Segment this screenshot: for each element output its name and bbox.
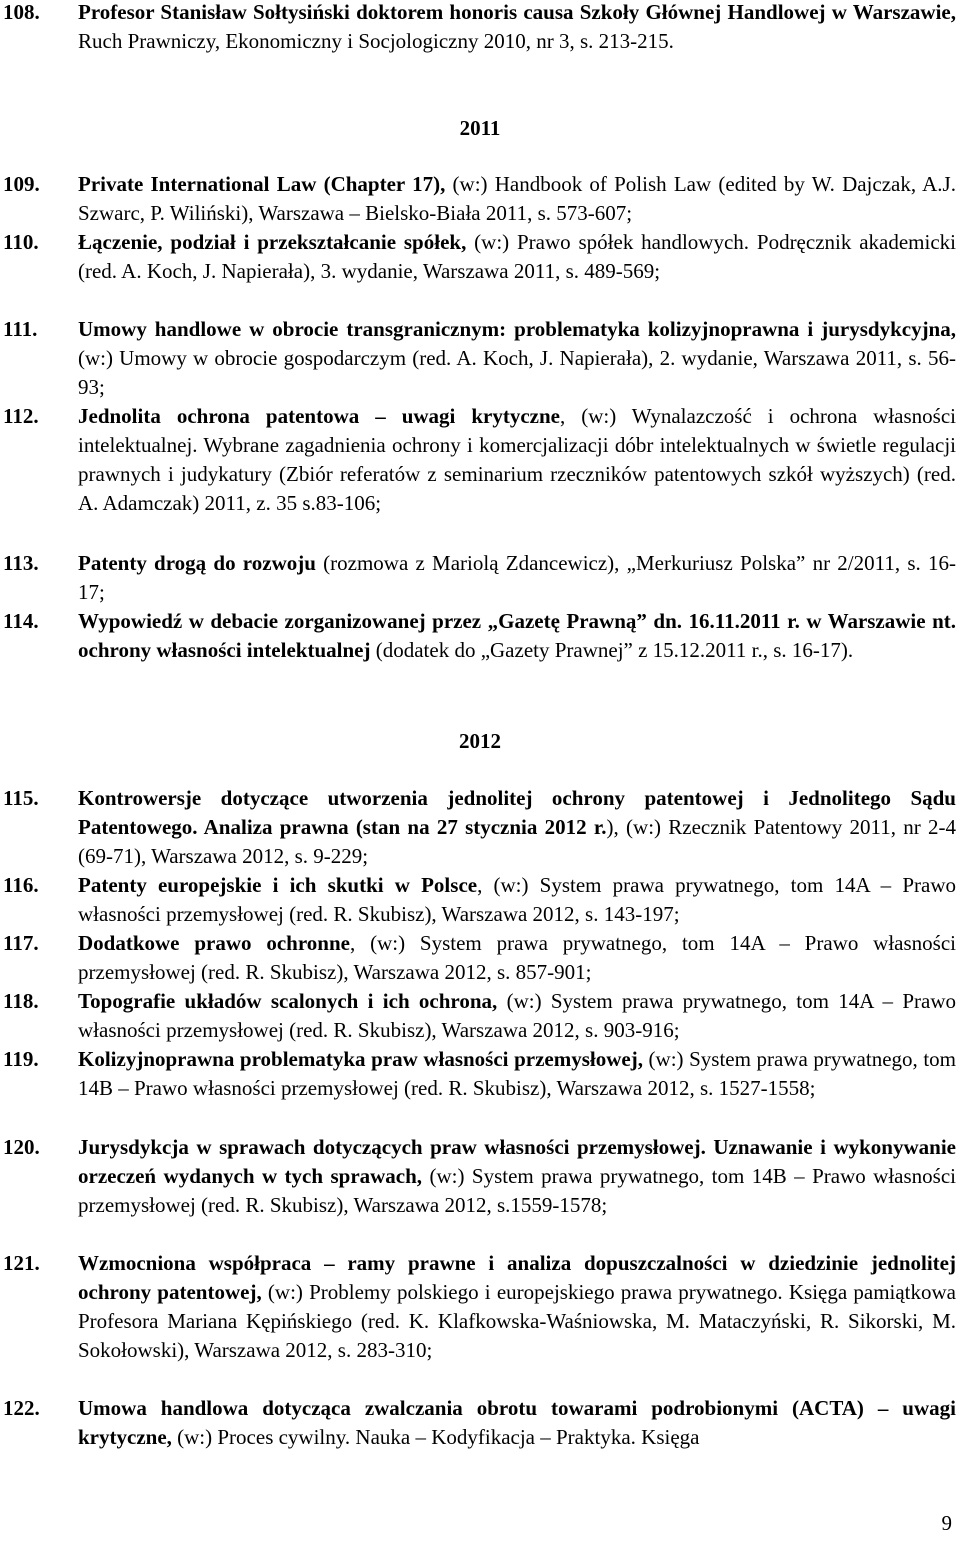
entry-citation: (w:) System prawa prywatnego, tom 14B – Prawo własności przemysłowej (red. R. Skubisz), Warszawa 2012, s.1559-1578;	[78, 1164, 957, 1217]
entry-citation: (dodatek do „Gazety Prawnej” z 15.12.2011 r., s. 16-17).	[370, 638, 854, 662]
bibliography-entry	[0, 784, 956, 871]
entry-title: Łączenie, podział i przekształcanie spółek,	[78, 230, 467, 254]
entry-text	[78, 0, 956, 56]
entry-title: Wzmocniona współpraca – ramy prawne i analiza dopuszczalności w dziedzinie jednolitej ochrony patentowej,	[78, 1251, 956, 1304]
entry-title: Umowy handlowe w obrocie transgranicznym: problematyka kolizyjnoprawna i jurysdykcyjna,	[78, 317, 956, 341]
entry-text	[78, 315, 956, 402]
entry-number: 119.	[3, 1047, 39, 1071]
entry-title: Jednolita ochrona patentowa – uwagi krytyczne	[78, 404, 560, 428]
entry-text	[78, 402, 956, 518]
entry-title: Profesor Stanisław Sołtysiński doktorem honoris causa Szkoły Głównej Handlowej w Warszawie,	[78, 0, 956, 24]
entry-number: 121.	[3, 1251, 40, 1275]
entry-citation: (w:) Problemy polskiego i europejskiego prawa prywatnego. Księga pamiątkowa Profesora Mariana Kępińskiego (red. K. Klafkowska-Waśniowska, M. Mataczyński, R. Sikorski, M. Sokołowski), Warszawa 2012, s. 283-310;	[78, 1280, 957, 1362]
entry-title: Patenty europejskie i ich skutki w Polsce	[78, 873, 478, 897]
bibliography-entry	[0, 1045, 956, 1103]
entry-title: Kolizyjnoprawna problematyka praw własności przemysłowej,	[78, 1047, 643, 1071]
entry-citation: (w:) Handbook of Polish Law (edited by W. Dajczak, A.J. Szwarc, P. Wiliński), Warszawa – Bielsko-Biała 2011, s. 573-607;	[78, 172, 956, 225]
entry-title: Wypowiedź w debacie zorganizowanej przez „Gazetę Prawną” dn. 16.11.2011 r. w Warszawie nt. ochrony własności intelektualnej	[78, 609, 956, 662]
entry-text	[78, 607, 956, 665]
entry-citation: (w:) System prawa prywatnego, tom 14A – Prawo własności przemysłowej (red. R. Skubisz), Warszawa 2012, s. 903-916;	[78, 989, 956, 1042]
entry-number: 114.	[3, 609, 39, 633]
entry-text	[78, 170, 956, 228]
entry-number: 108.	[3, 0, 40, 24]
bibliography-entry	[0, 1394, 956, 1452]
entry-text	[78, 784, 956, 871]
entry-citation: , (w:) Wynalazczość i ochrona własności intelektualnej. Wybrane zagadnienia ochrony i komercjalizacji dóbr intelektualnych w świetle regulacji prawnych i judykatury (Zbiór referatów z seminarium rzeczników patentowych szkół wyższych) (red. A. Adamczak) 2011, z. 35 s.83-106;	[78, 404, 956, 515]
bibliography-entry	[0, 607, 956, 665]
entry-text	[78, 1249, 956, 1365]
year-heading: 2012	[459, 729, 501, 753]
entry-text	[78, 1045, 956, 1103]
entry-number: 116.	[3, 873, 39, 897]
entry-citation: (w:) Umowy w obrocie gospodarczym (red. A. Koch, J. Napierała), 2. wydanie, Warszawa 2011, s. 56-93;	[78, 346, 956, 399]
entry-citation: , (w:) System prawa prywatnego, tom 14A – Prawo własności przemysłowej (red. R. Skubisz), Warszawa 2012, s. 857-901;	[78, 931, 956, 984]
bibliography-entry	[0, 987, 956, 1045]
entry-text	[78, 549, 956, 607]
entry-number: 109.	[3, 172, 40, 196]
entry-citation: (w:) System prawa prywatnego, tom 14B – Prawo własności przemysłowej (red. R. Skubisz), Warszawa 2012, s. 1527-1558;	[78, 1047, 956, 1100]
entry-title: Dodatkowe prawo ochronne	[78, 931, 350, 955]
bibliography-entry	[0, 228, 956, 286]
entry-number: 120.	[3, 1135, 40, 1159]
entry-citation: (rozmowa z Mariolą Zdancewicz), „Merkuriusz Polska” nr 2/2011, s. 16-17;	[78, 551, 956, 604]
bibliography-entry	[0, 1133, 956, 1220]
bibliography-entry	[0, 402, 956, 518]
entry-title: Topografie układów scalonych i ich ochrona,	[78, 989, 498, 1013]
year-heading: 2011	[459, 116, 501, 140]
entry-text	[78, 1394, 956, 1452]
entry-text	[78, 987, 956, 1045]
bibliography-entry	[0, 871, 956, 929]
entry-number: 118.	[3, 989, 39, 1013]
entry-citation: Ruch Prawniczy, Ekonomiczny i Socjologiczny 2010, nr 3, s. 213-215.	[78, 29, 674, 53]
entry-citation: (w:) Prawo spółek handlowych. Podręcznik akademicki (red. A. Koch, J. Napierała), 3. wydanie, Warszawa 2011, s. 489-569;	[78, 230, 956, 283]
entry-text	[78, 871, 956, 929]
entry-text	[78, 1133, 956, 1220]
entry-number: 110.	[3, 230, 39, 254]
entry-title: Patenty drogą do rozwoju	[78, 551, 316, 575]
entry-citation: , (w:) System prawa prywatnego, tom 14A – Prawo własności przemysłowej (red. R. Skubisz), Warszawa 2012, s. 143-197;	[78, 873, 956, 926]
entry-citation: (w:) Proces cywilny. Nauka – Kodyfikacja – Praktyka. Księga	[171, 1425, 700, 1449]
bibliography-entry	[0, 0, 956, 56]
bibliography-entry	[0, 549, 956, 607]
entry-citation: ), (w:) Rzecznik Patentowy 2011, nr 2-4 (69-71), Warszawa 2012, s. 9-229;	[78, 815, 956, 868]
bibliography-entry	[0, 315, 956, 402]
entry-title: Umowa handlowa dotycząca zwalczania obrotu towarami podrobionymi (ACTA) – uwagi krytyczne,	[78, 1396, 956, 1449]
entry-title: Private International Law (Chapter 17),	[78, 172, 446, 196]
page-number: 9	[941, 1511, 952, 1535]
entry-number: 111.	[3, 317, 38, 341]
entry-title: Kontrowersje dotyczące utworzenia jednolitej ochrony patentowej i Jednolitego Sądu Patentowego. Analiza prawna (stan na 27 stycznia 2012 r.	[78, 786, 956, 839]
bibliography-entry	[0, 170, 956, 228]
entry-text	[78, 228, 956, 286]
entry-number: 117.	[3, 931, 39, 955]
bibliography-entry	[0, 929, 956, 987]
entry-text	[78, 929, 956, 987]
bibliography-entry	[0, 1249, 956, 1365]
entry-number: 122.	[3, 1396, 40, 1420]
entry-number: 113.	[3, 551, 39, 575]
entry-number: 115.	[3, 786, 39, 810]
entry-number: 112.	[3, 404, 39, 428]
entry-title: Jurysdykcja w sprawach dotyczących praw własności przemysłowej. Uznawanie i wykonywanie orzeczeń wydanych w tych sprawach,	[78, 1135, 956, 1188]
